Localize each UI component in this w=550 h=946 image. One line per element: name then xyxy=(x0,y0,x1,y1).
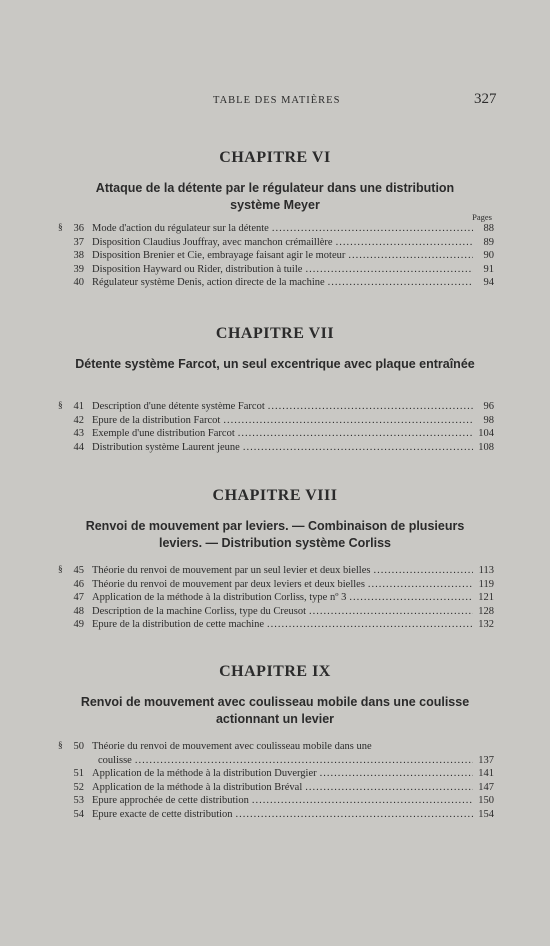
section-mark: § xyxy=(58,401,63,411)
entry-page-number: 91 xyxy=(483,263,494,275)
section-number: 52 xyxy=(73,781,84,793)
section-number: 54 xyxy=(73,808,84,820)
section-number: 47 xyxy=(73,592,84,603)
pages-column-label: Pages xyxy=(472,212,492,222)
section-number: 42 xyxy=(73,414,84,426)
dot-leader xyxy=(368,578,473,592)
section-number: 38 xyxy=(73,250,84,261)
entry-title: Application de la méthode à la distribution Bréval xyxy=(92,781,303,793)
entry-text-block xyxy=(92,222,494,236)
chapter-subtitle: Attaque de la détente par le régulateur dans une distribution système Meyer xyxy=(95,181,455,212)
entry-text-block xyxy=(92,400,494,414)
entry-title: Epure approchée de cette distribution xyxy=(92,795,249,806)
entry-page-number: 119 xyxy=(478,578,494,590)
section-number: 45 xyxy=(73,565,84,576)
entry-page-number: 147 xyxy=(478,781,494,793)
entry-page-number: 104 xyxy=(478,428,494,439)
entry-text-block xyxy=(92,263,494,277)
dot-leader xyxy=(320,767,473,781)
entry-text-block xyxy=(92,794,494,808)
entry-text-block xyxy=(92,605,494,619)
entry-text-block xyxy=(92,767,494,781)
page-number: 327 xyxy=(474,91,497,107)
section-number: 41 xyxy=(73,401,84,412)
section-number: 36 xyxy=(73,223,84,234)
section-number: 49 xyxy=(73,619,84,630)
entry-title: Théorie du renvoi de mouvement par deux leviers et deux bielles xyxy=(92,578,365,590)
section-mark: § xyxy=(58,223,63,233)
dot-leader xyxy=(373,564,473,578)
entry-text-block xyxy=(92,441,494,455)
entry-title: Exemple d'une distribution Farcot xyxy=(92,428,235,439)
chapter-title: CHAPITRE VI xyxy=(219,149,331,166)
section-number: 48 xyxy=(73,605,84,617)
entry-text-block xyxy=(92,249,494,263)
toc-entries xyxy=(58,222,494,290)
entry-text-block xyxy=(92,781,494,795)
dot-leader xyxy=(135,754,473,768)
section-number: 46 xyxy=(73,578,84,590)
chapter-section xyxy=(0,148,550,214)
toc-entry xyxy=(58,564,494,578)
entry-title: Epure de la distribution de cette machine xyxy=(92,619,265,630)
entry-title: Disposition Hayward ou Rider, distribution à tuile xyxy=(92,263,303,275)
toc-entry xyxy=(58,427,494,441)
toc-entry xyxy=(58,781,494,795)
section-number: 40 xyxy=(73,277,84,288)
toc-entry xyxy=(58,740,494,767)
section-number: 51 xyxy=(73,768,84,779)
entry-title: Epure exacte de cette distribution xyxy=(92,808,233,820)
entry-page-number: 132 xyxy=(478,619,494,630)
toc-entry xyxy=(58,249,494,263)
running-title: TABLE DES MATIÈRES xyxy=(213,95,341,106)
chapter-title: CHAPITRE IX xyxy=(219,663,331,680)
entry-page-number: 88 xyxy=(483,223,494,234)
entry-text-block xyxy=(92,740,494,767)
entry-page-number: 113 xyxy=(478,565,494,576)
entry-text-block xyxy=(92,427,494,441)
entry-text-block xyxy=(92,808,494,822)
entry-page-number: 121 xyxy=(478,592,494,603)
dot-leader xyxy=(348,249,473,263)
entry-title: Epure de la distribution Farcot xyxy=(92,414,221,426)
toc-entries xyxy=(58,740,494,821)
toc-entry xyxy=(58,767,494,781)
entry-text-block xyxy=(92,578,494,592)
dot-leader xyxy=(223,414,473,428)
toc-entry xyxy=(58,400,494,414)
section-number: 43 xyxy=(73,428,84,439)
section-number: 50 xyxy=(73,741,84,752)
entry-title: Disposition Claudius Jouffray, avec manchon crémaillère xyxy=(92,236,333,248)
toc-entry xyxy=(58,263,494,277)
dot-leader xyxy=(305,263,473,277)
dot-leader xyxy=(272,222,473,236)
chapter-title: CHAPITRE VII xyxy=(215,325,335,342)
section-number: 44 xyxy=(73,441,84,453)
entry-text-block xyxy=(92,564,494,578)
dot-leader xyxy=(309,605,473,619)
dot-leader xyxy=(252,794,473,808)
section-mark: § xyxy=(58,741,63,751)
entry-title: Théorie du renvoi de mouvement par un seul levier et deux bielles xyxy=(92,565,371,576)
chapter-subtitle: Renvoi de mouvement avec coulisseau mobile dans une coulisse actionnant un levier xyxy=(80,695,470,726)
entry-text-block xyxy=(92,236,494,250)
entry-title: Description de la machine Corliss, type du Creusot xyxy=(92,605,307,617)
section-number: 37 xyxy=(73,236,84,248)
chapter-subtitle: Détente système Farcot, un seul excentrique avec plaque entraînée xyxy=(75,357,475,371)
entry-page-number: 154 xyxy=(478,808,494,820)
dot-leader xyxy=(305,781,473,795)
toc-entry xyxy=(58,808,494,822)
entry-title: Mode d'action du régulateur sur la détente xyxy=(92,223,269,234)
entry-page-number: 89 xyxy=(483,236,494,248)
dot-leader xyxy=(268,400,473,414)
chapter-section xyxy=(0,486,550,552)
toc-entry xyxy=(58,236,494,250)
toc-entries xyxy=(58,564,494,632)
section-number: 53 xyxy=(73,795,84,806)
toc-entry xyxy=(58,794,494,808)
entry-text-block xyxy=(92,591,494,605)
dot-leader xyxy=(243,441,473,455)
entry-page-number: 137 xyxy=(478,754,494,766)
entry-page-number: 90 xyxy=(483,250,494,261)
dot-leader xyxy=(236,808,473,822)
toc-entry xyxy=(58,276,494,290)
toc-entry xyxy=(58,591,494,605)
chapter-subtitle: Renvoi de mouvement par leviers. — Combinaison de plusieurs leviers. — Distribution système Corliss xyxy=(85,519,465,550)
toc-entries xyxy=(58,400,494,454)
toc-entry xyxy=(58,605,494,619)
entry-page-number: 96 xyxy=(483,401,494,412)
section-number: 39 xyxy=(73,263,84,275)
entry-page-number: 128 xyxy=(478,605,494,617)
entry-text-block xyxy=(92,618,494,632)
entry-title-continued: coulisse xyxy=(98,754,132,766)
toc-entry xyxy=(58,578,494,592)
toc-entry xyxy=(58,414,494,428)
chapter-section xyxy=(0,324,550,373)
entry-title: Disposition Brenier et Cie, embrayage faisant agir le moteur xyxy=(92,250,346,261)
toc-entry xyxy=(58,618,494,632)
chapter-section xyxy=(0,662,550,728)
chapter-title: CHAPITRE VIII xyxy=(212,487,338,504)
entry-page-number: 98 xyxy=(483,414,494,426)
entry-title: Théorie du renvoi de mouvement avec coulisseau mobile dans une xyxy=(92,741,372,752)
toc-entry xyxy=(58,441,494,455)
entry-page-number: 108 xyxy=(478,441,494,453)
dot-leader xyxy=(349,591,473,605)
toc-entry xyxy=(58,222,494,236)
dot-leader xyxy=(238,427,473,441)
dot-leader xyxy=(328,276,473,290)
section-mark: § xyxy=(58,565,63,575)
entry-text-block xyxy=(92,414,494,428)
entry-page-number: 150 xyxy=(478,795,494,806)
entry-title: Description d'une détente système Farcot xyxy=(92,401,265,412)
entry-title: Application de la méthode à la distribution Corliss, type nº 3 xyxy=(92,592,347,603)
dot-leader xyxy=(336,236,473,250)
entry-title: Application de la méthode à la distribution Duvergier xyxy=(92,768,317,779)
dot-leader xyxy=(267,618,473,632)
entry-title: Régulateur système Denis, action directe de la machine xyxy=(92,277,325,288)
entry-page-number: 141 xyxy=(478,768,494,779)
entry-page-number: 94 xyxy=(483,277,494,288)
entry-text-block xyxy=(92,276,494,290)
entry-title: Distribution système Laurent jeune xyxy=(92,441,240,453)
